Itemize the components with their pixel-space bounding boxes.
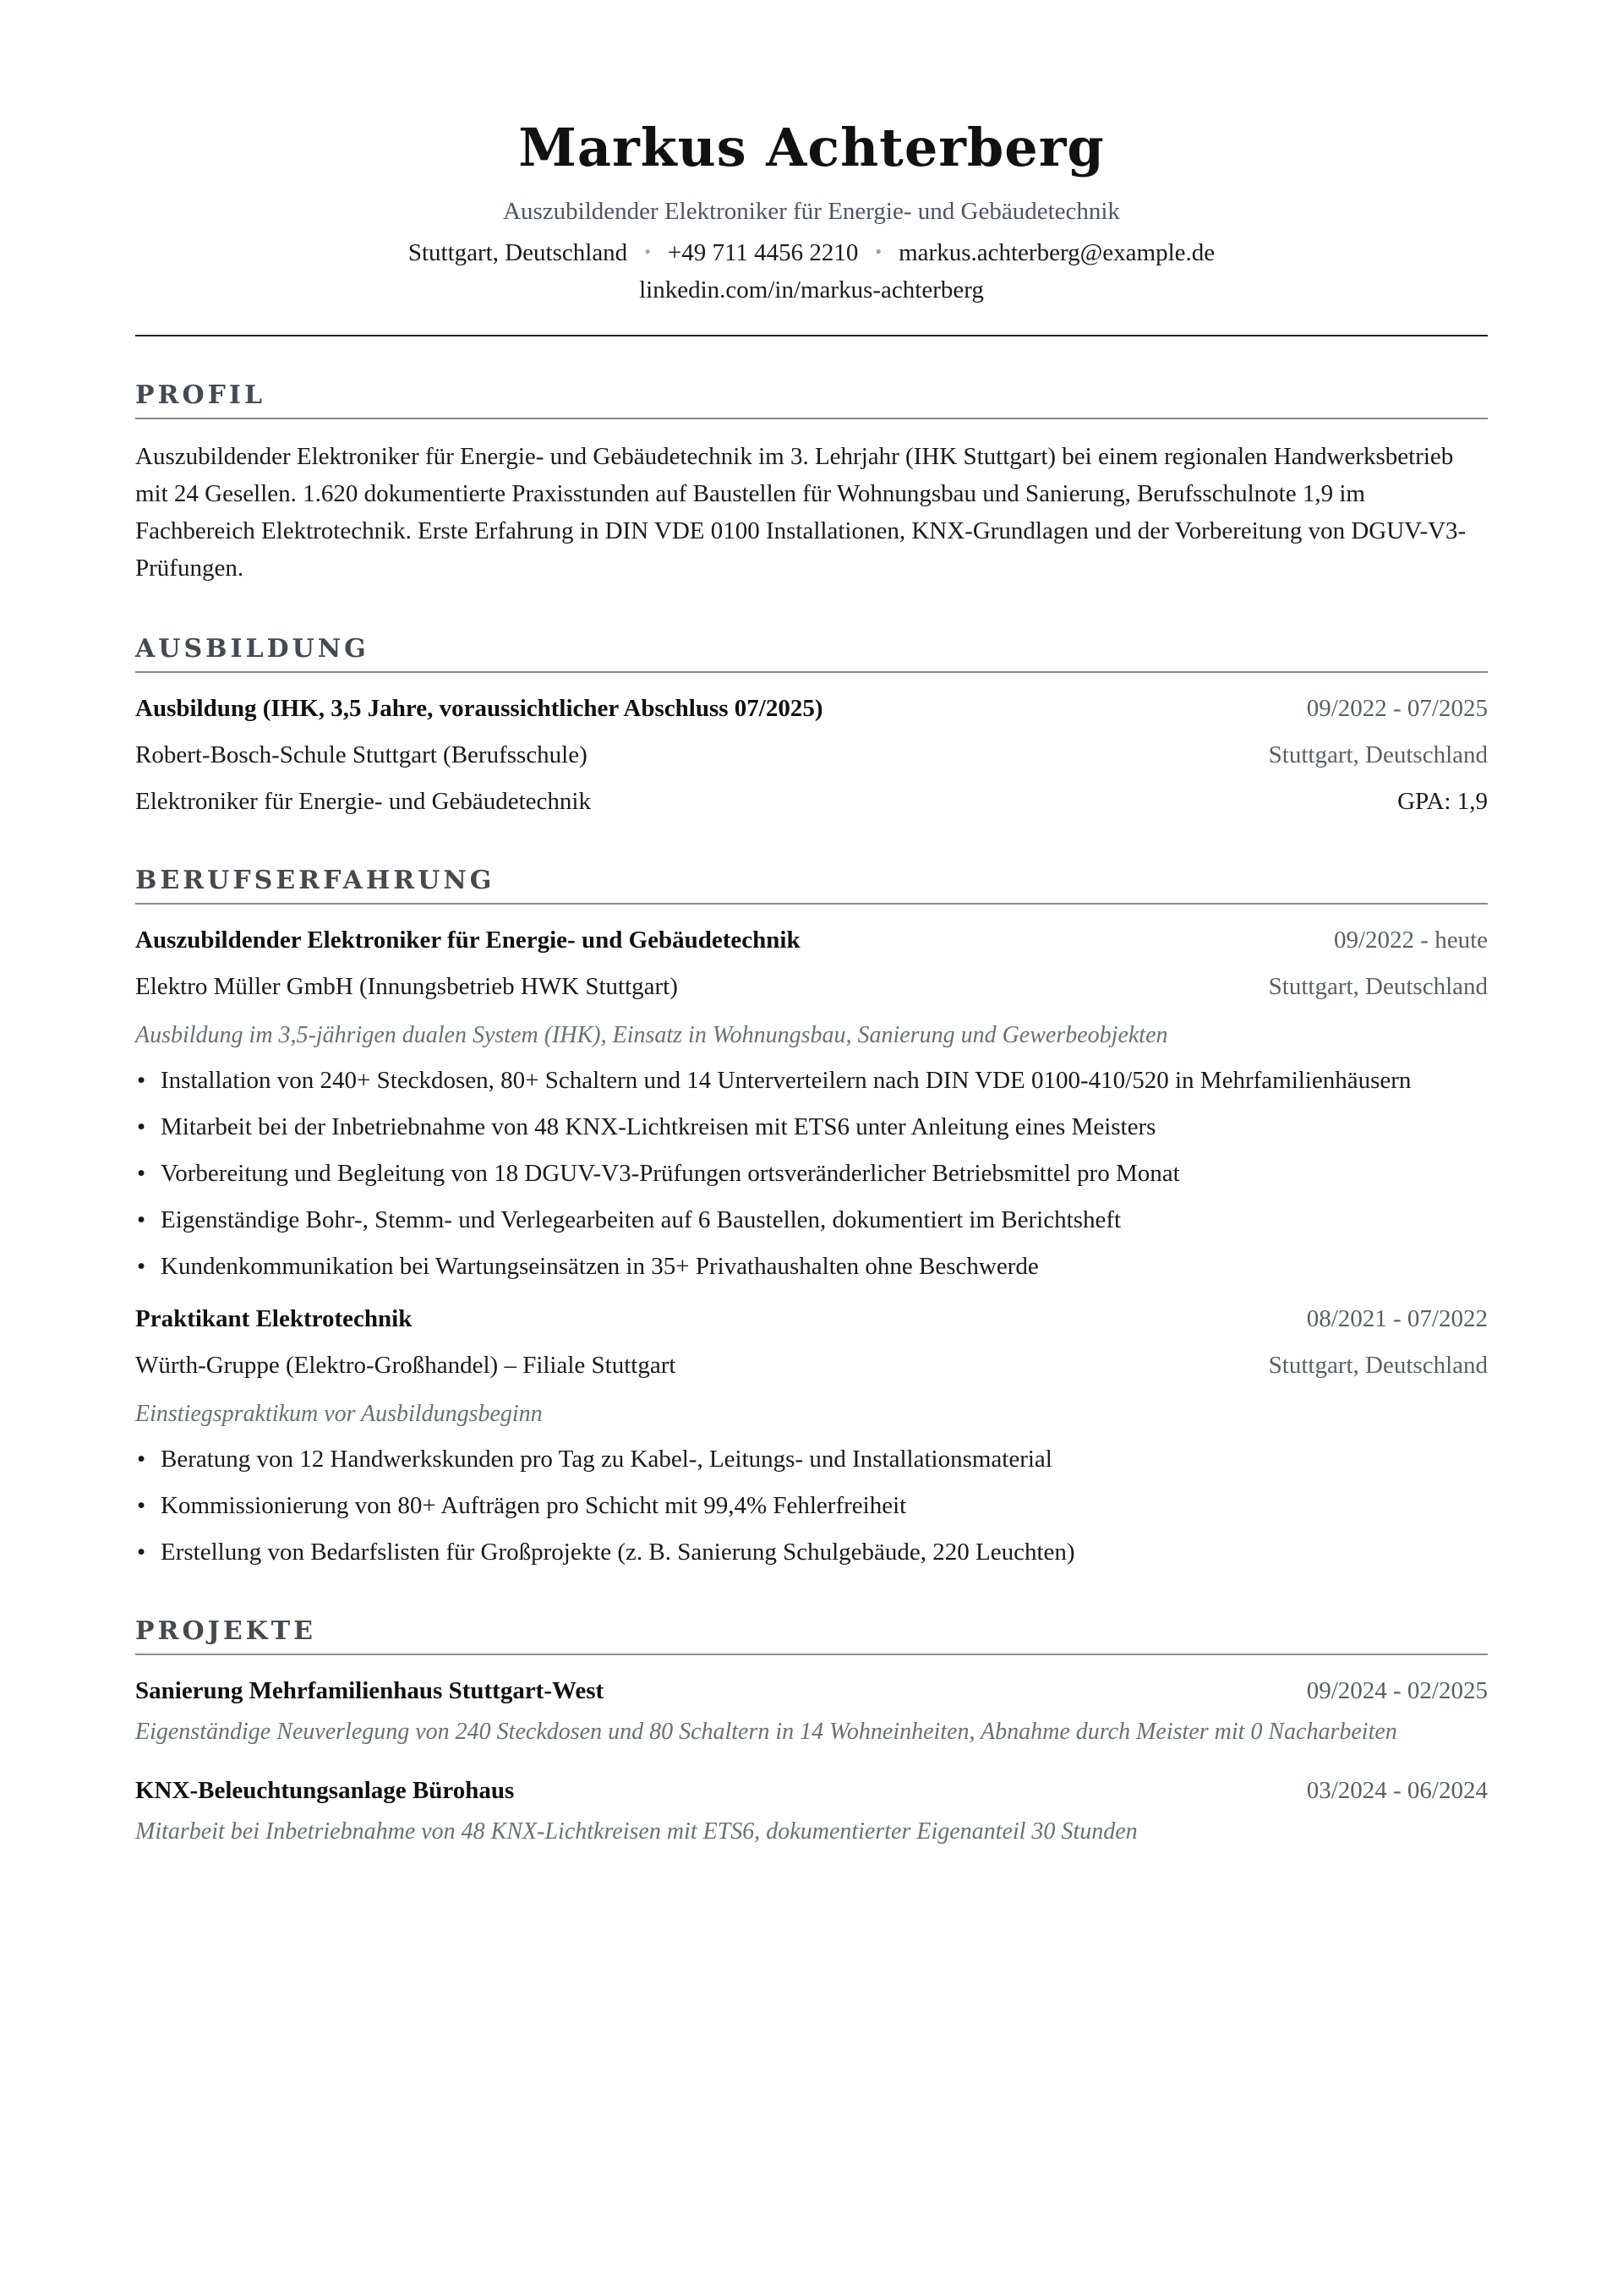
project-dates: 03/2024 - 06/2024: [1306, 1777, 1488, 1804]
project-entry: [135, 1674, 1488, 1752]
job-dates: 09/2022 - heute: [1333, 927, 1488, 954]
job-bullets: [135, 1063, 1488, 1283]
project-description: Eigenständige Neuverlegung von 240 Steckdosen und 80 Schaltern in 14 Wohneinheiten, Abnahme durch Meister mit 0 Nacharbeiten: [135, 1719, 1397, 1745]
profile-text: Auszubildender Elektroniker für Energie- und Gebäudetechnik im 3. Lehrjahr (IHK Stuttgart) bei einem regionalen Handwerksbetrieb mit 24 Gesellen. 1.620 dokumentierte Praxisstunden auf Baustellen für Wohnungsbau und Sanierung, Berufsschulnote 1,9 im Fachbereich Elektrotechnik. Erste Erfahrung in DIN VDE 0100 Installationen, KNX-Grundlagen und der Vorbereitung von DGUV-V3-Prüfungen.: [135, 443, 1467, 582]
project-name: Sanierung Mehrfamilienhaus Stuttgart-West: [135, 1677, 604, 1704]
project-entry: [135, 1774, 1488, 1851]
project-description: Mitarbeit bei Inbetriebnahme von 48 KNX-Lichtkreisen mit ETS6, dokumentierter Eigenanteil 30 Stunden: [135, 1818, 1138, 1845]
bullet-icon: •: [137, 1160, 146, 1187]
bullet-text: Kommissionierung von 80+ Aufträgen pro Schicht mit 99,4% Fehlerfreiheit: [161, 1492, 907, 1519]
profile-section: [135, 380, 1488, 587]
list-item: [135, 1535, 1488, 1569]
bullet-icon: •: [137, 1253, 146, 1280]
job-bullets: [135, 1442, 1488, 1569]
education-row-degree: [135, 692, 1488, 725]
contact-linkedin[interactable]: linkedin.com/in/markus-achterberg: [639, 276, 984, 303]
section-title: PROFIL: [135, 380, 1488, 419]
list-item: [135, 1442, 1488, 1476]
bullet-text: Installation von 240+ Steckdosen, 80+ Schaltern und 14 Unterverteilern nach DIN VDE 0100-410/520 in Mehrfamilienhäusern: [161, 1067, 1412, 1094]
resume-header: [135, 0, 1488, 306]
education-row-school: [135, 738, 1488, 772]
bullet-text: Erstellung von Bedarfslisten für Großprojekte (z. B. Sanierung Schulgebäude, 220 Leuchten): [161, 1539, 1075, 1566]
bullet-text: Kundenkommunikation bei Wartungseinsätzen in 35+ Privathaushalten ohne Beschwerde: [161, 1253, 1039, 1280]
job-location: Stuttgart, Deutschland: [1268, 1352, 1488, 1379]
list-item: [135, 1489, 1488, 1522]
job-entry: [135, 923, 1488, 1283]
bullet-icon: •: [137, 1539, 146, 1566]
education-row-field: [135, 784, 1488, 818]
contact-separator: •: [875, 241, 883, 262]
job-company: Elektro Müller GmbH (Innungsbetrieb HWK Stuttgart): [135, 973, 678, 1000]
list-item: [135, 1156, 1488, 1190]
list-item: [135, 1249, 1488, 1283]
job-role: Auszubildender Elektroniker für Energie- und Gebäudetechnik: [135, 927, 801, 954]
bullet-icon: •: [137, 1492, 146, 1519]
candidate-headline: Auszubildender Elektroniker für Energie- und Gebäudetechnik: [503, 198, 1120, 225]
job-location: Stuttgart, Deutschland: [1268, 973, 1488, 1000]
candidate-name: Markus Achterberg: [518, 117, 1105, 178]
bullet-icon: •: [137, 1067, 146, 1094]
contact-separator: •: [644, 241, 651, 262]
job-role: Praktikant Elektrotechnik: [135, 1305, 413, 1332]
header-divider: [135, 335, 1488, 336]
contact-phone: +49 711 4456 2210: [667, 239, 859, 266]
section-title: AUSBILDUNG: [135, 634, 1488, 673]
bullet-icon: •: [137, 1446, 146, 1473]
list-item: [135, 1063, 1488, 1097]
education-degree: Ausbildung (IHK, 3,5 Jahre, voraussichtlicher Abschluss 07/2025): [135, 695, 823, 722]
job-row-company: [135, 970, 1488, 1003]
education-field: Elektroniker für Energie- und Gebäudetechnik: [135, 788, 591, 815]
bullet-text: Eigenständige Bohr-, Stemm- und Verlegearbeiten auf 6 Baustellen, dokumentiert im Berichtsheft: [161, 1206, 1122, 1233]
contact-location: Stuttgart, Deutschland: [407, 239, 628, 266]
education-dates: 09/2022 - 07/2025: [1306, 695, 1488, 722]
bullet-icon: •: [137, 1113, 146, 1140]
project-dates: 09/2024 - 02/2025: [1306, 1677, 1488, 1704]
job-company: Würth-Gruppe (Elektro-Großhandel) – Filiale Stuttgart: [135, 1352, 676, 1379]
education-location: Stuttgart, Deutschland: [1268, 741, 1488, 768]
education-school: Robert-Bosch-Schule Stuttgart (Berufsschule): [135, 741, 587, 768]
bullet-text: Beratung von 12 Handwerkskunden pro Tag zu Kabel-, Leitungs- und Installationsmaterial: [161, 1446, 1052, 1473]
bullet-text: Mitarbeit bei der Inbetriebnahme von 48 KNX-Lichtkreisen mit ETS6 unter Anleitung eines Meisters: [161, 1113, 1156, 1140]
job-entry: [135, 1302, 1488, 1569]
section-title: PROJEKTE: [135, 1616, 1488, 1655]
project-row: [135, 1674, 1488, 1708]
projects-section: [135, 1616, 1488, 1851]
education-gpa: GPA: 1,9: [1397, 788, 1488, 815]
experience-section: [135, 866, 1488, 1569]
job-row-role: [135, 923, 1488, 957]
bullet-icon: •: [137, 1206, 146, 1233]
education-section: [135, 634, 1488, 818]
contact-email[interactable]: markus.achterberg@example.de: [899, 239, 1216, 266]
list-item: [135, 1110, 1488, 1144]
job-row-company: [135, 1348, 1488, 1382]
contact-line: [135, 237, 1488, 271]
section-title: BERUFSERFAHRUNG: [135, 866, 1488, 905]
job-row-role: [135, 1302, 1488, 1336]
job-dates: 08/2021 - 07/2022: [1306, 1305, 1488, 1332]
job-summary: Einstiegspraktikum vor Ausbildungsbeginn: [135, 1401, 543, 1427]
project-name: KNX-Beleuchtungsanlage Bürohaus: [135, 1777, 515, 1804]
list-item: [135, 1203, 1488, 1237]
project-row: [135, 1774, 1488, 1807]
bullet-text: Vorbereitung und Begleitung von 18 DGUV-V3-Prüfungen ortsveränderlicher Betriebsmittel pro Monat: [161, 1160, 1180, 1187]
job-summary: Ausbildung im 3,5-jährigen dualen System (IHK), Einsatz in Wohnungsbau, Sanierung und Gewerbeobjekten: [135, 1022, 1168, 1048]
